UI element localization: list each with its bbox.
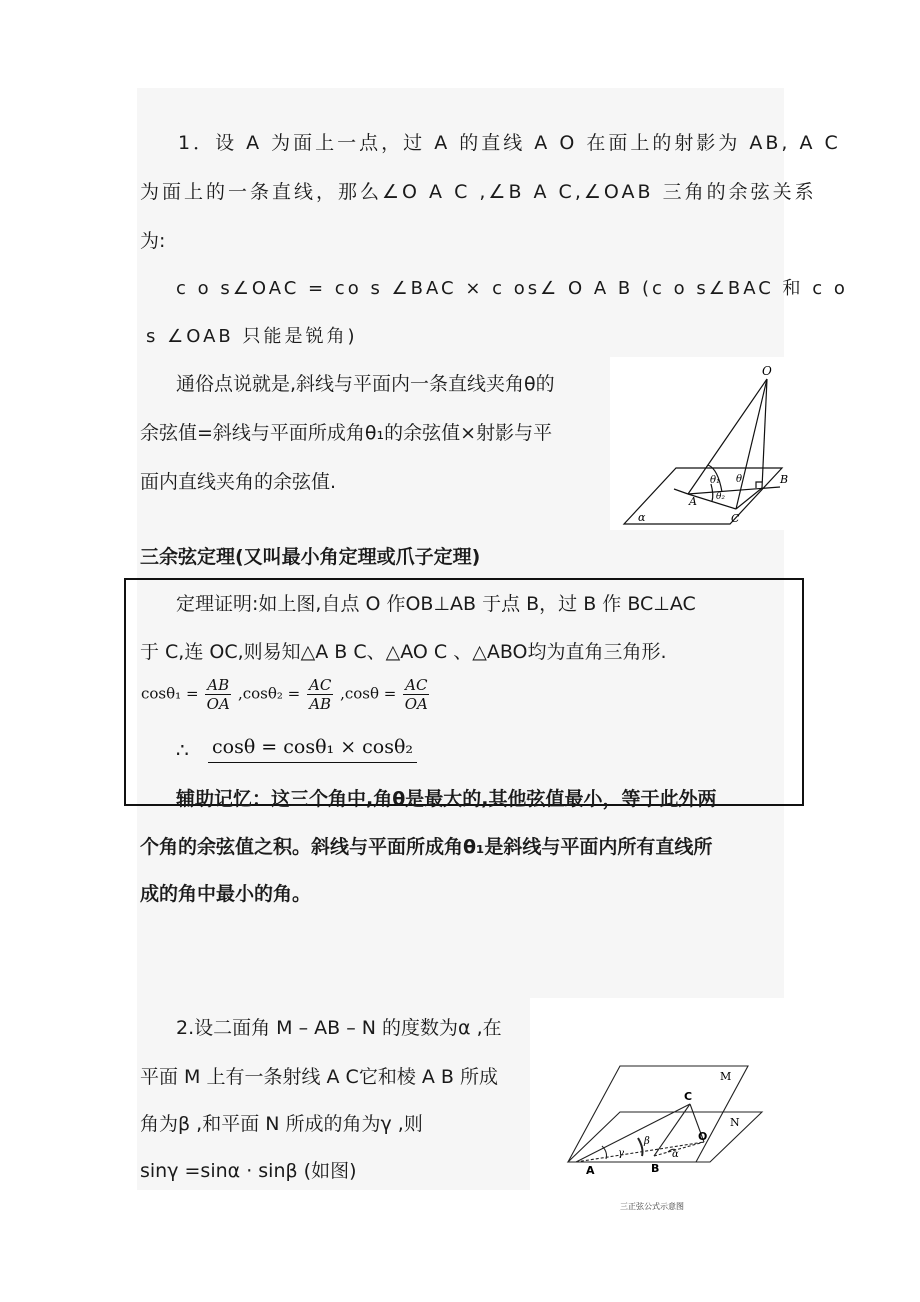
label-N: N — [730, 1116, 740, 1129]
fraction-denominator: AB — [309, 695, 332, 713]
fraction-denominator: OA — [206, 695, 230, 713]
s1-line3: 为: — [140, 230, 166, 252]
memo-line3: 成的角中最小的角。 — [140, 883, 312, 905]
fraction-numerator: AC — [405, 676, 428, 694]
s1-plain-line3: 面内直线夹角的余弦值. — [140, 471, 337, 493]
theorem-heading: 三余弦定理(又叫最小角定理或爪子定理) — [140, 546, 481, 568]
s2-line3: 角为β ,和平面 N 所成的角为γ ,则 — [140, 1113, 423, 1135]
s1-plain-line2: 余弦值=斜线与平面所成角θ₁的余弦值×射影与平 — [140, 422, 553, 444]
label-B: B — [780, 473, 789, 486]
fraction-AC-AB — [307, 676, 333, 713]
label-theta1: θ₁ — [710, 475, 721, 486]
s1-plain-line1: 通俗点说就是,斜线与平面内一条直线夹角θ的 — [176, 373, 555, 395]
label-O: O — [698, 1130, 708, 1143]
label-beta: β — [644, 1136, 650, 1147]
fraction-numerator: AB — [207, 676, 230, 694]
plane-alpha — [624, 468, 782, 524]
label-C: C — [731, 512, 740, 525]
cos-theta1-label: cosθ₁ = — [141, 684, 199, 703]
s1-formula-line1: c o s∠OAC = co s ∠BAC × c os∠ O A B (c o s∠BAC 和 c o — [176, 278, 848, 299]
cos-theta-label: ,cosθ = — [340, 684, 397, 703]
label-A: A — [586, 1164, 595, 1177]
line-OA — [688, 379, 767, 494]
s1-formula-line2: s ∠OAB 只能是锐角) — [146, 326, 358, 347]
conclusion-formula: cosθ = cosθ₁ × cosθ₂ — [208, 736, 417, 763]
label-A: A — [689, 495, 697, 508]
s2-line4: sinγ =sinα · sinβ (如图) — [140, 1160, 357, 1182]
proof-line1: 定理证明:如上图,自点 O 作OB⊥AB 于点 B，过 B 作 BC⊥AC — [176, 593, 696, 615]
s1-line2: 为面上的一条直线，那么∠O A C ,∠B A C,∠OAB 三角的余弦关系 — [140, 181, 817, 203]
therefore-symbol: ∴ — [176, 738, 189, 762]
label-gamma: γ — [618, 1148, 624, 1159]
s2-line2: 平面 M 上有一条射线 A C它和棱 A B 所成 — [140, 1066, 498, 1088]
label-M: M — [720, 1070, 732, 1083]
line-AB — [688, 487, 780, 494]
arc-beta — [638, 1138, 643, 1156]
label-alpha: α — [672, 1149, 679, 1160]
fraction-denominator: OA — [404, 695, 428, 713]
fraction-numerator: AC — [309, 676, 332, 694]
s1-line1: 1．设 A 为面上一点，过 A 的直线 A O 在面上的射影为 AB, A C — [178, 132, 841, 154]
memo-line1: 辅助记忆：这三个角中,角θ是最大的,其他弦值最小，等于此外两 — [176, 788, 717, 810]
right-angle-mark — [756, 482, 762, 488]
label-theta2: θ₂ — [716, 492, 726, 502]
three-sine-figure — [558, 1058, 780, 1218]
page-background-shade — [137, 88, 784, 998]
fraction-AB-OA — [205, 676, 231, 713]
line-extension — [674, 489, 688, 494]
label-B: B — [651, 1162, 660, 1175]
label-alpha: α — [638, 511, 646, 524]
cos-theta2-label: ,cosθ₂ = — [237, 684, 301, 703]
proof-line2: 于 C,连 OC,则易知△A B C、△AO C 、△ABO均为直角三角形. — [140, 641, 667, 663]
label-C: C — [684, 1090, 693, 1103]
three-cosine-figure — [610, 357, 789, 530]
s2-line1: 2.设二面角 M – AB – N 的度数为α ,在 — [176, 1017, 502, 1039]
label-O: O — [762, 364, 772, 378]
memo-line2: 个角的余弦值之积。斜线与平面所成角θ₁是斜线与平面内所有直线所 — [140, 836, 713, 858]
label-theta: θ — [736, 474, 743, 485]
fraction-AC-OA — [403, 676, 429, 713]
figure2-caption: 三正弦公式示意图 — [620, 1202, 684, 1211]
cosine-ratio-formulas — [141, 676, 431, 713]
